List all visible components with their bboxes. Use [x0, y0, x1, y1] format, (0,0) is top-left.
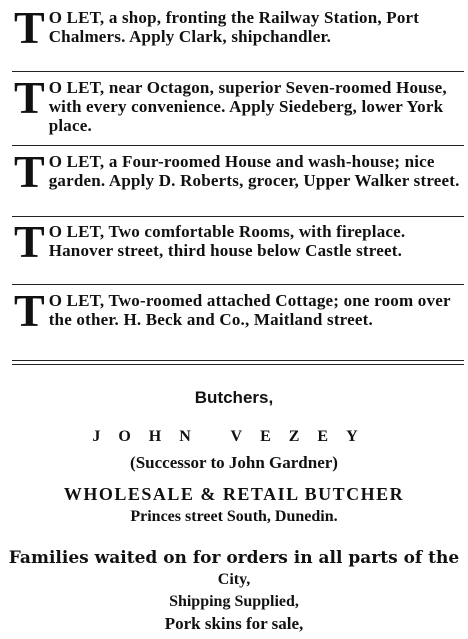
drop-cap: T — [14, 146, 45, 197]
divider — [12, 145, 464, 146]
classified-ad-cottage — [12, 285, 464, 336]
ad-text: O LET, a shop, fronting the Railway Station, Port Chalmers. Apply Clark, shipchandler. — [48, 8, 420, 46]
divider — [12, 216, 464, 217]
shipping-line: Shipping Supplied, — [169, 593, 299, 610]
ad-text: O LET, Two-roomed attached Cottage; one room over the other. H. Beck and Co., Maitland street. — [48, 291, 451, 329]
divider — [12, 71, 464, 72]
drop-cap: T — [14, 2, 45, 53]
ad-text: O LET, near Octagon, superior Seven-roomed House, with every convenience. Apply Siedeberg, lower York place. — [48, 78, 447, 135]
city-line: City, — [217, 571, 251, 588]
classified-ad-rooms — [12, 216, 464, 267]
ad-text: O LET, Two comfortable Rooms, with fireplace. Hanover street, third house below Castle street. — [48, 222, 406, 260]
drop-cap: T — [14, 216, 45, 267]
classified-ad-shop — [12, 2, 464, 53]
families-line: Families waited on for orders in all parts of the — [8, 548, 460, 568]
pork-skins-line: Pork skins for sale, — [164, 614, 304, 633]
divider — [12, 284, 464, 285]
address-line: Princes street South, Dunedin. — [130, 508, 338, 525]
drop-cap: T — [14, 285, 45, 336]
successor-line: (Successor to John Gardner) — [130, 453, 338, 472]
trade-line: WHOLESALE & RETAIL BUTCHER — [63, 484, 405, 504]
classified-ad-house — [12, 72, 464, 135]
section-divider — [12, 360, 464, 365]
drop-cap: T — [14, 72, 45, 123]
section-heading: Butchers, — [194, 388, 274, 407]
classified-ad-four-roomed — [12, 146, 464, 197]
business-name: JOHN VEZEY — [92, 428, 376, 445]
ad-text: O LET, a Four-roomed House and wash-house; nice garden. Apply D. Roberts, grocer, Upper Walker street. — [48, 152, 460, 190]
